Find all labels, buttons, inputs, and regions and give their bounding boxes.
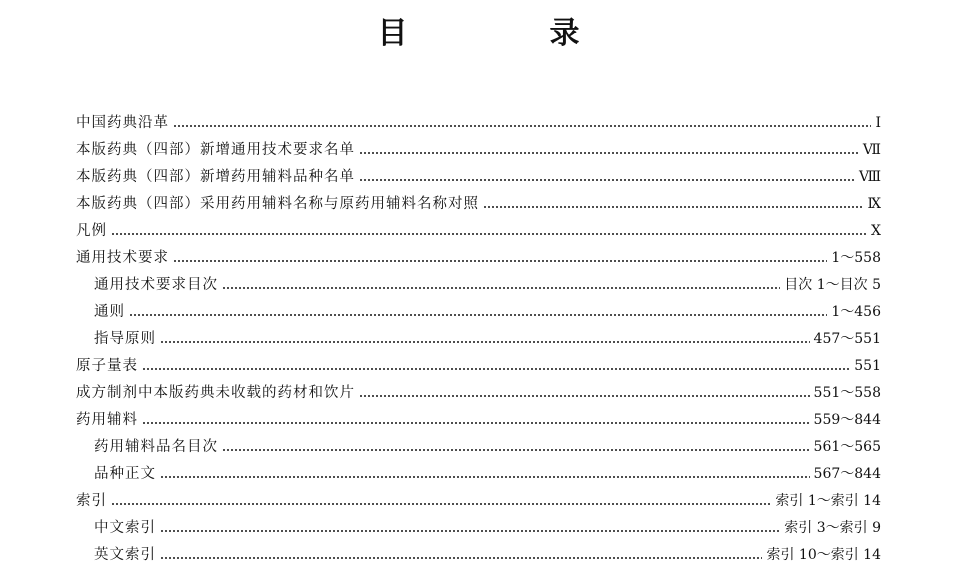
toc-entry-page: Ⅶ xyxy=(862,142,881,158)
toc-entry-label: 品种正文 xyxy=(94,466,156,482)
toc-entry-label: 本版药典（四部）新增药用辅料品种名单 xyxy=(76,169,355,185)
page-title: 目 录 xyxy=(377,16,636,51)
toc-leader-dots xyxy=(142,368,850,370)
toc-leader-dots xyxy=(111,503,771,505)
toc-entry-page: 索引 3～索引 9 xyxy=(784,520,881,536)
toc-entry-page: Ⅸ xyxy=(867,196,881,212)
toc-leader-dots xyxy=(173,260,827,262)
toc-subentry[interactable] xyxy=(76,542,881,569)
toc-entry[interactable] xyxy=(76,353,881,380)
toc-leader-dots xyxy=(222,449,810,451)
toc-leader-dots xyxy=(483,206,863,208)
toc-entry-label: 指导原则 xyxy=(94,331,156,347)
toc-entry-label: 原子量表 xyxy=(76,358,138,374)
toc-entry-page: Ⅷ xyxy=(858,169,881,185)
toc-subentry[interactable] xyxy=(76,326,881,353)
toc-entry-page: 1～456 xyxy=(831,304,881,320)
toc-entry[interactable] xyxy=(76,407,881,434)
toc-leader-dots xyxy=(160,476,810,478)
toc-leader-dots xyxy=(173,125,871,127)
toc-entry-page: Ⅹ xyxy=(871,223,881,239)
toc-entry-label: 中国药典沿革 xyxy=(76,115,169,131)
toc-entry-label: 通则 xyxy=(94,304,125,320)
toc-entry-label: 通用技术要求目次 xyxy=(94,277,218,293)
toc-entry-page: 551～558 xyxy=(813,385,881,401)
toc-subentry[interactable] xyxy=(76,299,881,326)
toc-entry-label: 本版药典（四部）采用药用辅料名称与原药用辅料名称对照 xyxy=(76,196,479,212)
toc-entry[interactable] xyxy=(76,110,881,137)
toc-leader-dots xyxy=(111,233,867,235)
toc-entry-label: 通用技术要求 xyxy=(76,250,169,266)
toc-entry-page: 457～551 xyxy=(813,331,881,347)
toc-entry-label: 药用辅料 xyxy=(76,412,138,428)
toc-entry[interactable] xyxy=(76,488,881,515)
toc-entry[interactable] xyxy=(76,164,881,191)
toc-entry[interactable] xyxy=(76,218,881,245)
toc-entry-label: 本版药典（四部）新增通用技术要求名单 xyxy=(76,142,355,158)
toc-entry-label: 中文索引 xyxy=(94,520,156,536)
toc-subentry[interactable] xyxy=(76,515,881,542)
toc-entry-page: 目次 1～目次 5 xyxy=(784,277,881,293)
toc-leader-dots xyxy=(142,422,810,424)
toc-entry-page: 索引 10～索引 14 xyxy=(766,547,881,563)
toc-entry-page: 567～844 xyxy=(813,466,881,482)
toc-entry-label: 索引 xyxy=(76,493,107,509)
toc-entry-page: 561～565 xyxy=(813,439,881,455)
toc-entry-page: 559～844 xyxy=(813,412,881,428)
toc-entry[interactable] xyxy=(76,137,881,164)
toc-subentry[interactable] xyxy=(76,272,881,299)
toc-entry-page: Ⅰ xyxy=(875,115,881,131)
toc-entry-page: 1～558 xyxy=(831,250,881,266)
toc-entry[interactable] xyxy=(76,245,881,272)
toc-subentry[interactable] xyxy=(76,434,881,461)
toc-leader-dots xyxy=(160,341,810,343)
toc-entry-page: 索引 1～索引 14 xyxy=(775,493,881,509)
table-of-contents xyxy=(76,110,881,569)
toc-leader-dots xyxy=(359,179,855,181)
toc-entry[interactable] xyxy=(76,380,881,407)
toc-entry-label: 药用辅料品名目次 xyxy=(94,439,218,455)
toc-leader-dots xyxy=(129,314,827,316)
toc-entry[interactable] xyxy=(76,191,881,218)
toc-leader-dots xyxy=(222,287,780,289)
toc-entry-label: 凡例 xyxy=(76,223,107,239)
toc-leader-dots xyxy=(359,152,859,154)
toc-entry-page: 551 xyxy=(854,358,881,374)
toc-subentry[interactable] xyxy=(76,461,881,488)
toc-leader-dots xyxy=(359,395,810,397)
toc-entry-label: 成方制剂中本版药典未收载的药材和饮片 xyxy=(76,385,355,401)
toc-entry-label: 英文索引 xyxy=(94,547,156,563)
toc-leader-dots xyxy=(160,530,780,532)
toc-leader-dots xyxy=(160,557,762,559)
